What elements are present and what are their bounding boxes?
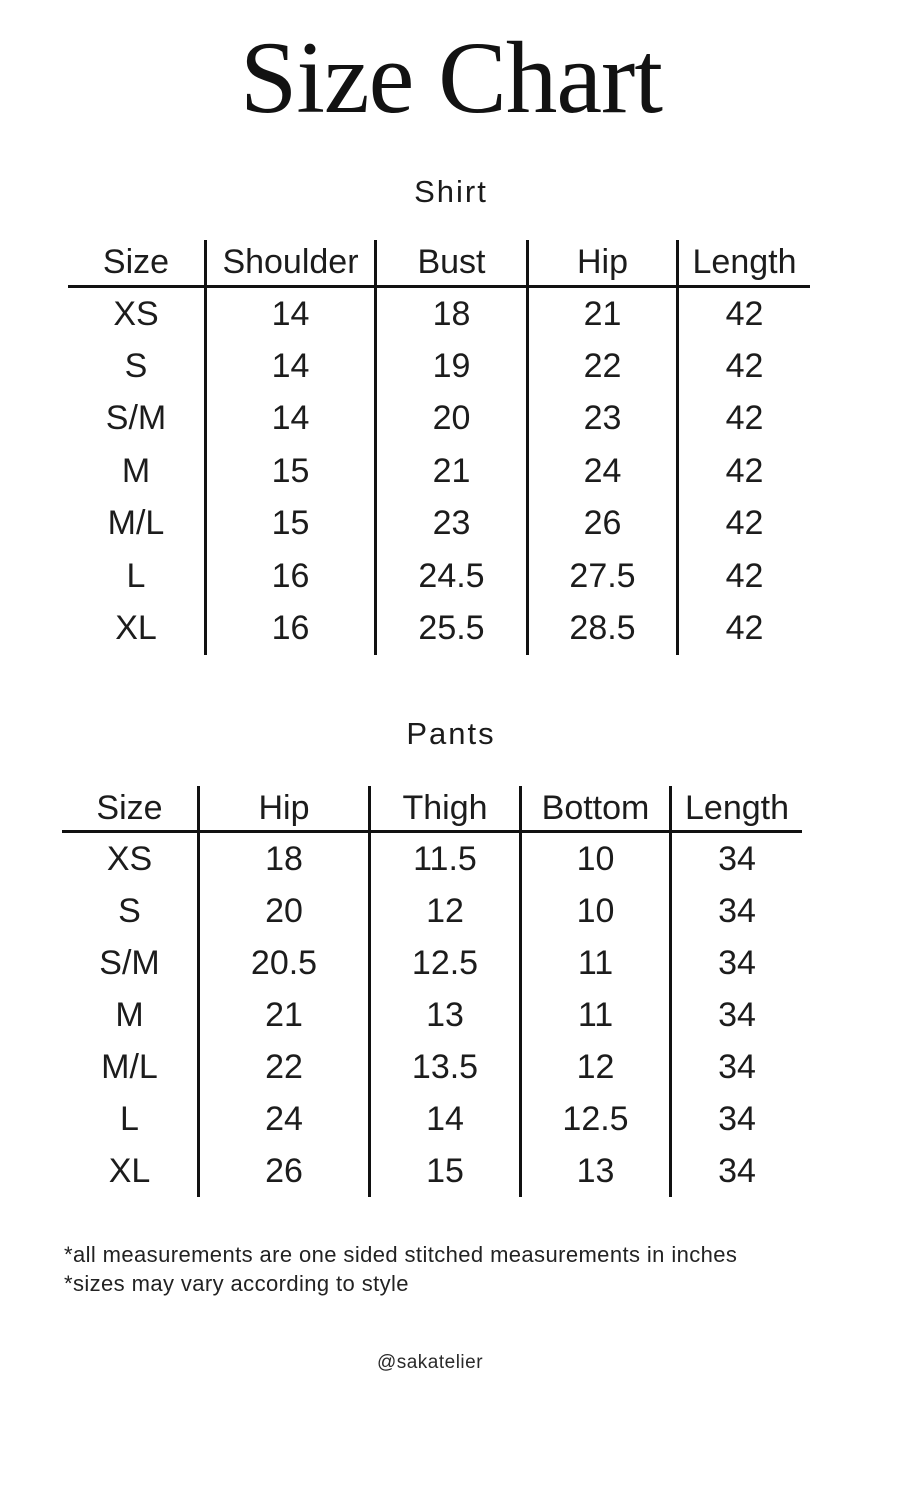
pants-row-s-m-size: S/M xyxy=(62,937,200,989)
pants-section-title: Pants xyxy=(406,716,496,751)
shirt-header-bust: Bust xyxy=(377,240,529,288)
shirt-row-s-m-hip: 23 xyxy=(529,393,679,445)
pants-size-table xyxy=(62,786,802,1197)
pants-row-s-length: 34 xyxy=(718,891,756,930)
pants-row-xs-size: XS xyxy=(62,833,200,885)
pants-row-s-m-bottom: 11 xyxy=(522,937,672,989)
pants-row-s-m-hip: 20.5 xyxy=(200,937,371,989)
shirt-row-l-size: L xyxy=(68,550,207,602)
pants-row-m-l-bottom: 12 xyxy=(522,1041,672,1093)
pants-row-s-size: S xyxy=(62,885,200,937)
shirt-row-m-shoulder: 15 xyxy=(207,445,377,497)
shirt-row-s-hip: 22 xyxy=(529,340,679,392)
shirt-row-m-l-length: 42 xyxy=(725,504,764,543)
shirt-row-m-l-bust: 23 xyxy=(377,498,529,550)
shirt-row-xl-shoulder: 16 xyxy=(207,602,377,654)
pants-row-xl-bottom: 13 xyxy=(522,1145,672,1197)
shirt-row-l-hip: 27.5 xyxy=(529,550,679,602)
shirt-row-xl-bust: 25.5 xyxy=(377,602,529,654)
pants-row-m-l-hip: 22 xyxy=(200,1041,371,1093)
pants-row-l-length: 34 xyxy=(718,1099,756,1138)
shirt-row-xs-length: 42 xyxy=(725,294,764,333)
shirt-row-m-size: M xyxy=(68,445,207,497)
pants-row-xs-thigh: 11.5 xyxy=(371,833,522,885)
pants-row-xl-size: XL xyxy=(62,1145,200,1197)
pants-row-m-bottom: 11 xyxy=(522,989,672,1041)
shirt-header-size: Size xyxy=(68,240,207,288)
footnote-measurements: *all measurements are one sided stitched measurements in inches xyxy=(64,1242,738,1267)
pants-row-xl-length: 34 xyxy=(718,1151,756,1190)
shirt-header-hip: Hip xyxy=(529,240,679,288)
pants-row-m-hip: 21 xyxy=(200,989,371,1041)
pants-row-s-thigh: 12 xyxy=(371,885,522,937)
pants-row-xs-length: 34 xyxy=(718,839,756,878)
pants-row-s-m-length: 34 xyxy=(718,943,756,982)
page-title: Size Chart xyxy=(240,21,662,135)
pants-row-m-size: M xyxy=(62,989,200,1041)
shirt-row-xs-size: XS xyxy=(68,288,207,340)
shirt-row-s-m-length: 42 xyxy=(725,399,764,438)
shirt-row-s-m-bust: 20 xyxy=(377,393,529,445)
shirt-row-s-shoulder: 14 xyxy=(207,340,377,392)
shirt-header-shoulder: Shoulder xyxy=(207,240,377,288)
pants-header-size: Size xyxy=(62,786,200,833)
shirt-row-xs-shoulder: 14 xyxy=(207,288,377,340)
shirt-row-l-length: 42 xyxy=(725,556,764,595)
pants-row-s-bottom: 10 xyxy=(522,885,672,937)
shirt-header-length: Length xyxy=(679,240,810,288)
pants-row-xl-hip: 26 xyxy=(200,1145,371,1197)
shirt-size-table xyxy=(68,240,810,655)
pants-row-xs-bottom: 10 xyxy=(522,833,672,885)
shirt-row-xl-size: XL xyxy=(68,602,207,654)
pants-row-xl-thigh: 15 xyxy=(371,1145,522,1197)
shirt-row-m-l-shoulder: 15 xyxy=(207,498,377,550)
shirt-row-l-shoulder: 16 xyxy=(207,550,377,602)
shirt-row-l-bust: 24.5 xyxy=(377,550,529,602)
pants-header-bottom: Bottom xyxy=(522,786,672,833)
pants-header-length: Length xyxy=(672,786,802,833)
pants-row-l-bottom: 12.5 xyxy=(522,1093,672,1145)
footnote-style-variance: *sizes may vary according to style xyxy=(64,1271,409,1296)
shirt-row-xl-length: 42 xyxy=(725,609,764,648)
pants-header-thigh: Thigh xyxy=(371,786,522,833)
shirt-row-s-m-size: S/M xyxy=(68,393,207,445)
shirt-row-m-l-size: M/L xyxy=(68,498,207,550)
pants-row-l-hip: 24 xyxy=(200,1093,371,1145)
shirt-row-m-bust: 21 xyxy=(377,445,529,497)
shirt-row-s-size: S xyxy=(68,340,207,392)
brand-handle: @sakatelier xyxy=(376,1352,484,1373)
pants-row-m-l-thigh: 13.5 xyxy=(371,1041,522,1093)
pants-row-m-l-size: M/L xyxy=(62,1041,200,1093)
pants-row-m-thigh: 13 xyxy=(371,989,522,1041)
pants-row-l-size: L xyxy=(62,1093,200,1145)
shirt-row-s-length: 42 xyxy=(725,347,764,386)
pants-row-m-l-length: 34 xyxy=(718,1047,756,1086)
pants-row-l-thigh: 14 xyxy=(371,1093,522,1145)
footnotes xyxy=(64,1240,737,1298)
pants-row-m-length: 34 xyxy=(718,995,756,1034)
shirt-row-xl-hip: 28.5 xyxy=(529,602,679,654)
shirt-row-s-bust: 19 xyxy=(377,340,529,392)
pants-row-xs-hip: 18 xyxy=(200,833,371,885)
shirt-row-xs-hip: 21 xyxy=(529,288,679,340)
pants-row-s-hip: 20 xyxy=(200,885,371,937)
shirt-row-s-m-shoulder: 14 xyxy=(207,393,377,445)
shirt-row-m-length: 42 xyxy=(725,451,764,490)
pants-header-hip: Hip xyxy=(200,786,371,833)
shirt-row-xs-bust: 18 xyxy=(377,288,529,340)
pants-row-s-m-thigh: 12.5 xyxy=(371,937,522,989)
shirt-section-title: Shirt xyxy=(414,174,488,209)
shirt-row-m-l-hip: 26 xyxy=(529,498,679,550)
shirt-row-m-hip: 24 xyxy=(529,445,679,497)
